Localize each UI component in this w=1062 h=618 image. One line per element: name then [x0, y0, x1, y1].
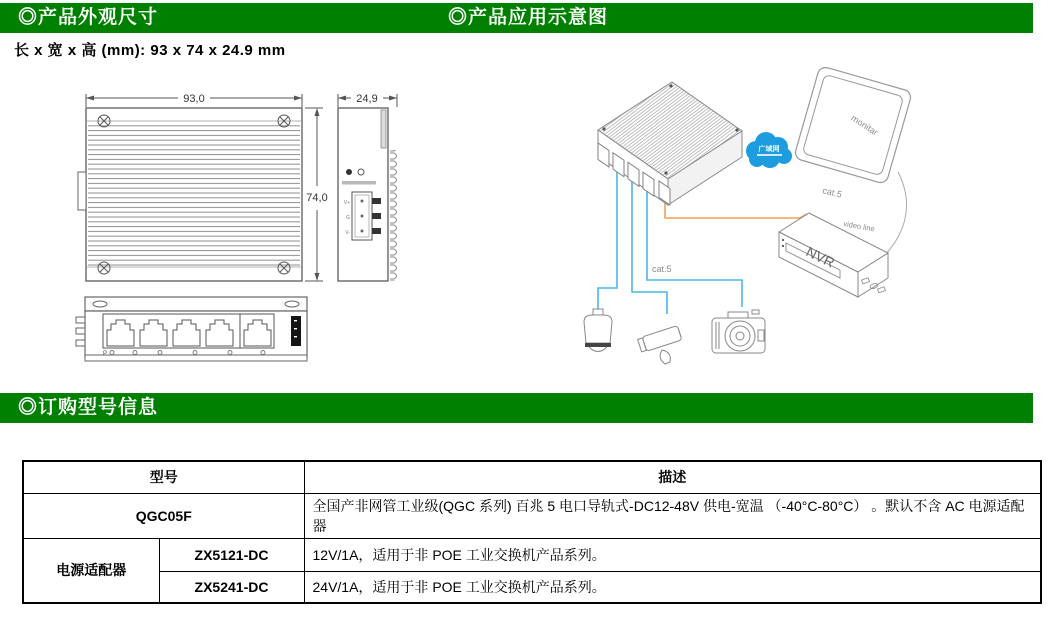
dome-camera — [584, 309, 612, 352]
overall-size-label: 长 x 宽 x 高 (mm): 93 x 74 x 24.9 mm — [14, 42, 286, 59]
terminal-label-vplus: V+ — [343, 200, 350, 206]
port-led-label: P — [103, 351, 108, 357]
section-title-ordering: ◎订购型号信息 — [18, 397, 159, 418]
dslr-camera — [712, 310, 765, 353]
dimension-drawings — [55, 55, 425, 385]
model-qgc05f: QGC05F — [23, 493, 304, 538]
header-description: 描述 — [304, 461, 1041, 493]
nvr-label: NVR — [803, 243, 838, 271]
terminal-label-vminus: V- — [345, 230, 350, 236]
table-row — [23, 538, 1041, 571]
model-zx5121: ZX5121-DC — [159, 538, 304, 571]
bullet-camera — [637, 326, 682, 364]
header-model: 型号 — [23, 461, 304, 493]
heatsink-fins — [88, 123, 300, 266]
dim-depth-label: 24,9 — [356, 93, 378, 105]
front-view-drawing — [78, 93, 328, 281]
monitor-label: monitar — [849, 112, 880, 138]
model-zx5241: ZX5241-DC — [159, 571, 304, 603]
description-zx5121: 12V/1A，适用于非 POE 工业交换机产品系列。 — [304, 538, 1041, 571]
section-title-application: ◎产品应用示意图 — [448, 7, 609, 28]
product-sticker — [291, 316, 301, 346]
side-view-drawing — [338, 93, 398, 281]
group-power-adapter: 电源适配器 — [23, 538, 159, 603]
section-title-appearance: ◎产品外观尺寸 — [18, 7, 159, 28]
power-led — [346, 169, 352, 175]
section-bar-top — [0, 3, 1033, 33]
section-bar-ordering — [0, 393, 1033, 423]
wan-cloud — [746, 132, 792, 168]
table-row — [23, 493, 1041, 538]
cat5-right-label: cat.5 — [821, 185, 843, 200]
panel-print-text — [342, 181, 376, 185]
grounding-tab — [78, 172, 86, 210]
switch-isometric — [598, 82, 742, 205]
table-row — [23, 571, 1041, 603]
description-zx5241: 24V/1A，适用于非 POE 工业交换机产品系列。 — [304, 571, 1041, 603]
wan-cloud-label: 广域网 — [758, 146, 780, 153]
dim-height-label: 74,0 — [306, 192, 328, 204]
terminal-label-ground: G — [346, 215, 350, 221]
power-terminal-block — [344, 192, 381, 240]
din-rail-clip — [388, 150, 398, 281]
table-header-row — [23, 461, 1041, 493]
cat5-left-label: cat.5 — [652, 264, 672, 274]
video-line-label: video line — [842, 219, 876, 234]
dim-width-label: 93,0 — [183, 93, 205, 105]
description-qgc05f: 全国产非网管工业级(QGC 系列) 百兆 5 电口导轨式-DC12-48V 供电-宽温 （-40°C-80°C） 。默认不含 AC 电源适配器 — [304, 493, 1041, 538]
cat5-cables — [598, 166, 807, 314]
video-cable-arc — [882, 172, 907, 258]
bottom-view-drawing — [76, 297, 307, 361]
ordering-table — [22, 460, 1042, 604]
application-diagram — [560, 55, 1030, 385]
monitor — [794, 66, 913, 185]
